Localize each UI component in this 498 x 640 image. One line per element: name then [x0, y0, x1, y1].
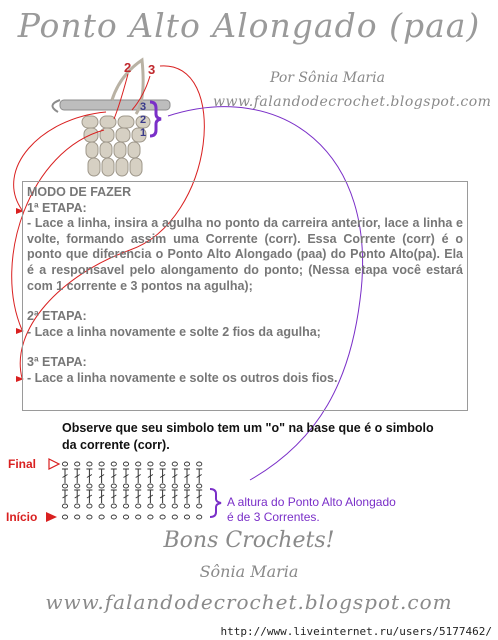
chain-base-row-2 [87, 484, 92, 488]
method-box [22, 181, 468, 411]
source-url: http://www.liveinternet.ru/users/5177462/ [220, 625, 492, 638]
blog-url-top: www.falandodecrochet.blogspot.com [213, 94, 492, 110]
chain-symbol-top [75, 462, 80, 466]
chain-base-row-2 [136, 484, 141, 488]
diagram-purple-brace [210, 489, 221, 517]
signature: Sônia Maria [199, 562, 299, 581]
chain-base-row-2 [123, 484, 128, 488]
chain-base-row-2 [75, 484, 80, 488]
step-1-text: - Lace a linha, insira a agulha no ponto da carreira anterior, lace a linha e volte, formando assim uma Corrente (corr). Essa Corrente (corr) é o ponto que diferencia o Ponto Alto Alongado (paa) do Ponto Alto(pa). Ela é a responsavel pelo alongamento do ponto; (Nessa etapa você estará com 1 corrente e 3 pontos na agulha); [27, 216, 463, 293]
chain-symbol-start [62, 515, 67, 519]
chain-symbol-top [111, 462, 116, 466]
chain-base-row-2 [184, 484, 189, 488]
chain-base-row-1 [111, 504, 116, 508]
chain-base-row-1 [136, 504, 141, 508]
chain-symbol-start [148, 515, 153, 519]
chain-base-row-1 [197, 504, 202, 508]
chain-symbol-start [99, 515, 104, 519]
chain-symbol-top [184, 462, 189, 466]
chain-base-row-2 [148, 484, 153, 488]
step-3-text: - Lace a linha novamente e solte os outros dois fios. [27, 370, 338, 385]
photo-number-3: 3 [148, 62, 156, 77]
chain-symbol-top [123, 462, 128, 466]
chain-symbol-start [197, 515, 202, 519]
chain-symbol-top [148, 462, 153, 466]
chain-base-row-1 [172, 504, 177, 508]
observe-note: Observe que seu simbolo tem um "o" na base que é o simbolo da corrente (corr). [62, 421, 434, 452]
chain-symbol-top [160, 462, 165, 466]
chain-symbol-top [62, 462, 67, 466]
chain-base-row-2 [160, 484, 165, 488]
chain-symbol-start [87, 515, 92, 519]
chain-symbol-top [136, 462, 141, 466]
chain-symbol-start [123, 515, 128, 519]
chain-base-row-1 [148, 504, 153, 508]
chain-symbol-top [197, 462, 202, 466]
chain-base-row-2 [111, 484, 116, 488]
chain-base-row-1 [62, 504, 67, 508]
chain-base-row-2 [99, 484, 104, 488]
height-note [227, 495, 396, 525]
chain-base-row-2 [62, 484, 67, 488]
step-3-heading: 3ª ETAPA: [27, 355, 87, 370]
chain-symbol-start [136, 515, 141, 519]
chain-base-row-1 [87, 504, 92, 508]
photo-side-number-2: 2 [140, 114, 147, 126]
closing-text: Bons Crochets! [163, 528, 335, 553]
page-title: Ponto Alto Alongado (paa) [17, 6, 481, 45]
photo-side-number-3: 3 [140, 101, 147, 113]
diagram-label-final: Final [8, 457, 37, 471]
chain-symbol-start [75, 515, 80, 519]
chain-base-row-1 [123, 504, 128, 508]
chain-symbol-start [184, 515, 189, 519]
photo-side-number-1: 1 [140, 127, 147, 139]
chain-symbol-start [160, 515, 165, 519]
stitch-diagram [46, 459, 221, 522]
chain-symbol-top [172, 462, 177, 466]
chain-base-row-1 [75, 504, 80, 508]
chain-base-row-1 [160, 504, 165, 508]
step-1-heading: 1ª ETAPA: [27, 200, 87, 215]
method-heading: MODO DE FAZER [27, 185, 132, 199]
chain-base-row-2 [172, 484, 177, 488]
diagram-label-inicio: Início [6, 510, 38, 524]
chain-base-row-1 [184, 504, 189, 508]
chain-base-row-1 [99, 504, 104, 508]
photo-number-2: 2 [124, 60, 132, 75]
chain-base-row-2 [197, 484, 202, 488]
height-note-line-2: é de 3 Correntes. [227, 510, 320, 524]
final-arrow-icon [49, 459, 59, 469]
blog-url-bottom: www.falandodecrochet.blogspot.com [45, 590, 453, 614]
chain-symbol-start [111, 515, 116, 519]
chain-symbol-top [87, 462, 92, 466]
chain-symbol-top [99, 462, 104, 466]
author-credit: Por Sônia Maria [270, 70, 385, 86]
height-note-line-1: A altura do Ponto Alto Alongado [227, 495, 396, 509]
inicio-arrow-icon [46, 512, 57, 522]
chain-symbol-start [172, 515, 177, 519]
step-2-text: - Lace a linha novamente e solte 2 fios da agulha; [27, 324, 321, 339]
step-2-heading: 2ª ETAPA: [27, 309, 87, 324]
